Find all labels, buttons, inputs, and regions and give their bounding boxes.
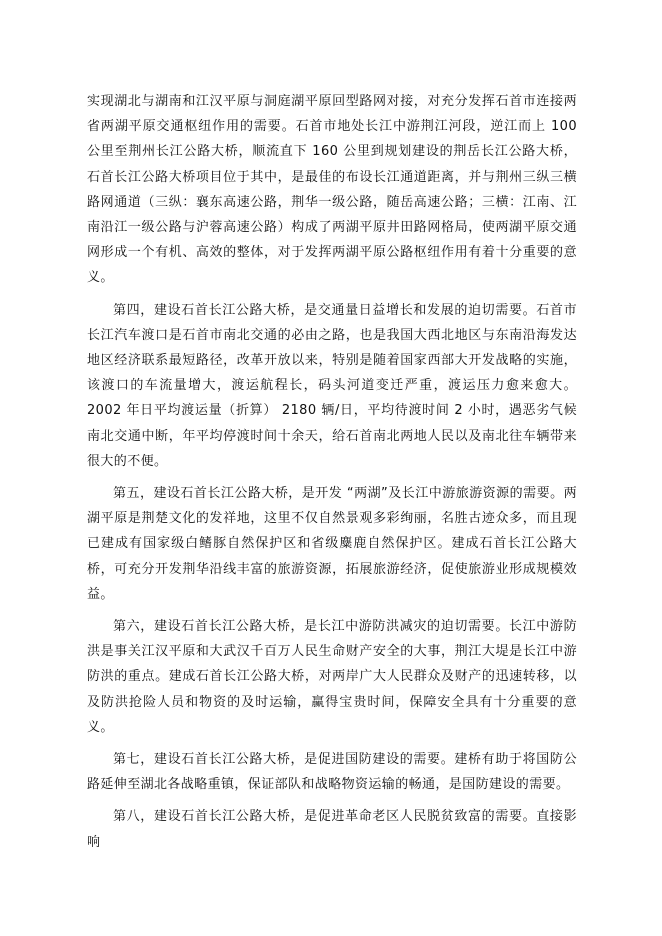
document-page — [87, 89, 577, 862]
paragraph-seventh-reason: 第七，建设石首长江公路大桥，是促进国防建设的需要。建桥有助于将国防公路延伸至湖北各战略重镇，保证部队和战略物资运输的畅通，是国防建设的需要。 — [87, 752, 577, 793]
paragraph-fifth-reason: 第五，建设石首长江公路大桥，是开发 “两湖”及长江中游旅游资源的需要。两湖平原是荆楚文化的发祥地，这里不仅自然景观多彩绚丽，名胜古迹众多，而且现已建成有国家级白鳍豚自然保护区和省级麋鹿自然保护区。建成石首长江公路大桥，可充分开发荆华沿线丰富的旅游资源，拓展旅游经济，促使旅游业形成规模效益。 — [87, 486, 577, 602]
paragraph-sixth-reason: 第六，建设石首长江公路大桥，是长江中游防洪减灾的迫切需要。长江中游防洪是事关江汉平原和大武汉千百万人民生命财产安全的大事，荆江大堤是长江中游防洪的重点。建成石首长江公路大桥，对两岸广大人民群众及财产的迅速转移，以及防洪抢险人员和物资的及时运输，赢得宝贵时间，保障安全具有十分重要的意义。 — [87, 619, 577, 735]
paragraph-fourth-reason: 第四，建设石首长江公路大桥，是交通量日益增长和发展的迫切需要。石首市长江汽车渡口是石首市南北交通的必由之路，也是我国大西北地区与东南沿海发达地区经济联系最短路径，改革开放以来，特别是随着国家西部大开发战略的实施，该渡口的车流量增大，渡运航程长，码头河道变迁严重，渡运压力愈来愈大。 2002 年日平均渡运量（折算） 2180 辆/日，平均待渡时间 2 小时，遇恶劣气候南北交通中断，年平均停渡时间十余天，给石首南北两地人民以及南北往车辆带来很大的不便。 — [87, 302, 577, 469]
paragraph-eighth-reason: 第八，建设石首长江公路大桥，是促进革命老区人民脱贫致富的需要。直接影响 — [87, 809, 577, 850]
paragraph-continuation: 实现湖北与湖南和江汉平原与洞庭湖平原回型路网对接，对充分发挥石首市连接两省两湖平原交通枢纽作用的需要。石首市地处长江中游荆江河段，逆江而上 100 公里至荆州长江公路大桥，顺流直下 160 公里到规划建设的荆岳长江公路大桥，石首长江公路大桥项目位于其中，是最佳的布设长江通道距离，并与荆州三纵三横路网通道（三纵：襄东高速公路，荆华一级公路，随岳高速公路；三横：江南、江南沿江一级公路与沪蓉高速公路）构成了两湖平原井田路网格局，使两湖平原交通网形成一个有机、高效的整体，对于发挥两湖平原公路枢纽作用有着十分重要的意义。 — [87, 94, 577, 286]
